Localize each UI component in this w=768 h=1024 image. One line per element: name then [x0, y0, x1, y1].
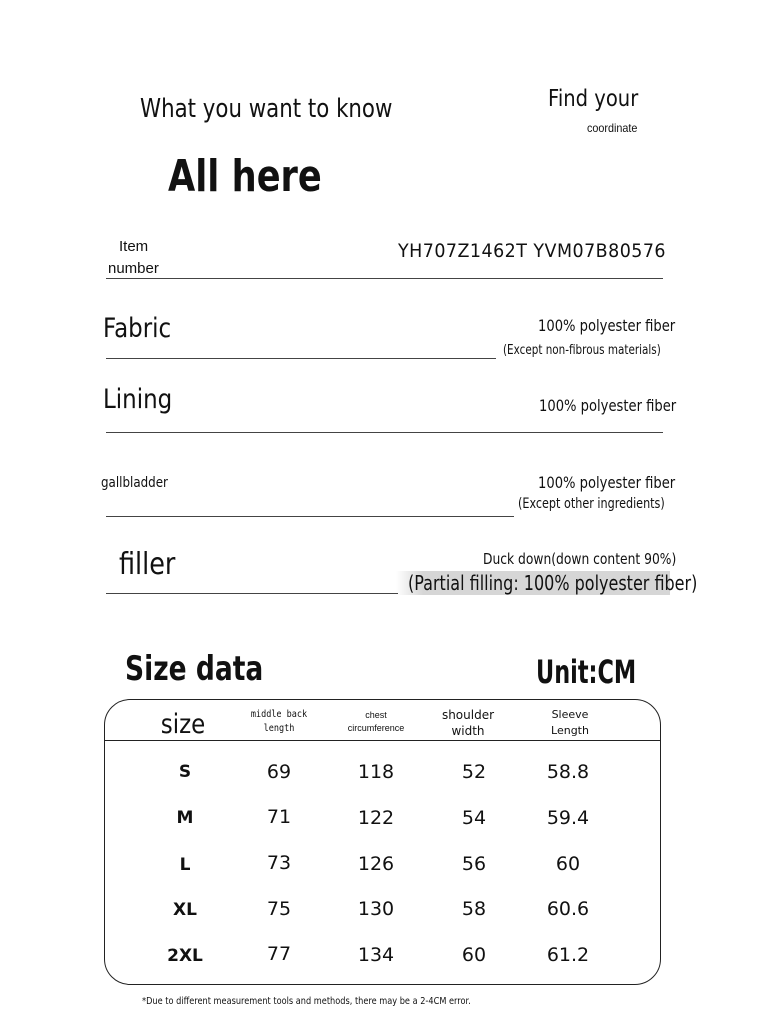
- col-header-back-length: [237, 708, 322, 736]
- col-header-sleeve-line1: Sleeve: [551, 708, 589, 721]
- size-cell: L: [179, 855, 191, 875]
- shoulder-cell: 58: [461, 898, 487, 920]
- chest-cell: 134: [357, 944, 395, 966]
- col-header-shoulder-line2: width: [451, 724, 485, 738]
- fabric-note: (Except non-fibrous materials): [503, 343, 661, 358]
- size-cell: M: [176, 808, 194, 828]
- back-length-cell: 75: [266, 898, 292, 920]
- lining-value: 100% polyester fiber: [539, 396, 677, 415]
- size-data-title: Size data: [125, 649, 264, 689]
- item-label: [108, 236, 159, 280]
- chest-cell: 122: [357, 807, 395, 829]
- col-header-shoulder-line1: shoulder: [441, 708, 495, 722]
- find-title: Find your: [548, 86, 639, 112]
- col-header-back-line2: length: [263, 723, 295, 734]
- shoulder-cell: 56: [461, 853, 487, 875]
- fabric-value: 100% polyester fiber: [538, 316, 676, 335]
- gallbladder-note: (Except other ingredients): [518, 496, 665, 512]
- unit-label: Unit:CM: [536, 653, 637, 691]
- col-header-sleeve: [520, 707, 620, 739]
- col-header-shoulder: [418, 707, 518, 739]
- sleeve-cell: 61.2: [546, 944, 590, 966]
- col-header-chest-line1: chest: [365, 710, 387, 720]
- item-divider: [106, 278, 663, 279]
- item-number-value: YH707Z1462T YVM07B80576: [398, 240, 667, 262]
- back-length-cell: 73: [266, 852, 292, 874]
- item-label-line2: number: [108, 260, 159, 277]
- table-header-divider: [105, 740, 660, 741]
- sleeve-cell: 60.6: [546, 898, 590, 920]
- chest-cell: 118: [357, 761, 395, 783]
- col-header-chest-line2: circumference: [347, 723, 405, 733]
- back-length-cell: 71: [266, 806, 292, 828]
- col-header-sleeve-line2: Length: [551, 724, 589, 737]
- sleeve-cell: 60: [555, 853, 581, 875]
- gallbladder-label: gallbladder: [101, 475, 168, 491]
- shoulder-cell: 54: [461, 807, 487, 829]
- tagline: What you want to know: [140, 94, 393, 124]
- col-header-chest: [326, 709, 426, 735]
- gallbladder-divider: [106, 516, 514, 517]
- lining-label: Lining: [103, 384, 173, 415]
- size-cell: 2XL: [167, 946, 203, 966]
- shoulder-cell: 60: [461, 944, 487, 966]
- headline: All here: [168, 151, 322, 202]
- filler-divider: [106, 593, 398, 594]
- back-length-cell: 69: [266, 761, 292, 783]
- shoulder-cell: 52: [461, 761, 487, 783]
- filler-note: (Partial filling: 100% polyester fiber): [408, 571, 698, 595]
- item-label-line1: Item: [119, 238, 149, 255]
- footnote: *Due to different measurement tools and methods, there may be a 2-4CM error.: [142, 996, 471, 1007]
- fabric-label: Fabric: [103, 313, 172, 344]
- size-table: [104, 699, 661, 985]
- chest-cell: 126: [357, 853, 395, 875]
- find-subtitle: coordinate: [587, 121, 638, 135]
- col-header-back-line1: middle back: [250, 709, 308, 720]
- col-header-size: size: [160, 709, 206, 740]
- fabric-divider: [106, 358, 496, 359]
- back-length-cell: 77: [266, 943, 292, 965]
- lining-divider: [106, 432, 663, 433]
- gallbladder-value: 100% polyester fiber: [538, 473, 676, 492]
- size-cell: S: [178, 762, 192, 782]
- sleeve-cell: 59.4: [546, 807, 590, 829]
- size-cell: XL: [173, 900, 197, 920]
- chest-cell: 130: [357, 898, 395, 920]
- sleeve-cell: 58.8: [546, 761, 590, 783]
- filler-value: Duck down(down content 90%): [483, 550, 677, 568]
- filler-label: filler: [119, 547, 176, 582]
